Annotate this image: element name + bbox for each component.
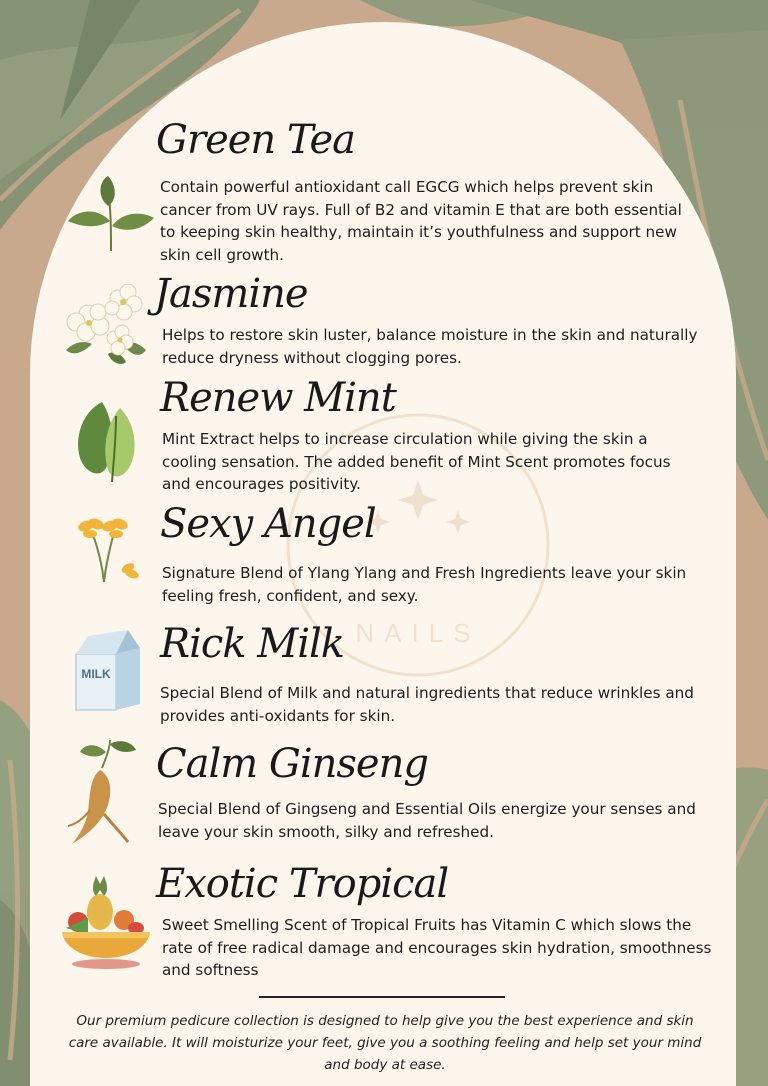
ingredient-description: Contain powerful antioxidant call EGCG which helps prevent skin cancer from UV rays. Full of B2 and vitamin E that are both essential to keeping skin healthy, maintain it’s youthfulness and support new skin cell growth. bbox=[160, 178, 682, 264]
ingredient-title: Exotic Tropical bbox=[156, 861, 449, 907]
ingredient-description: Special Blend of Milk and natural ingredients that reduce wrinkles and provides anti-oxidants for skin. bbox=[160, 684, 694, 725]
ingredient-description: Sweet Smelling Scent of Tropical Fruits has Vitamin C which slows the rate of free radical damage and encourages skin hydration, smoothness and softness bbox=[162, 916, 712, 979]
green-tea-leaf-icon bbox=[66, 176, 156, 254]
fruit-bowl-icon bbox=[58, 872, 154, 970]
milk-carton-icon bbox=[72, 630, 146, 712]
ingredient-description: Special Blend of Gingseng and Essential Oils energize your senses and leave your skin smooth, silky and refreshed. bbox=[158, 800, 696, 841]
ingredient-title: Rick Milk bbox=[160, 621, 345, 667]
ingredient-title: Sexy Angel bbox=[160, 501, 376, 547]
ginseng-root-icon bbox=[66, 738, 140, 848]
ingredient-title: Jasmine bbox=[154, 271, 308, 317]
ingredient-title: Renew Mint bbox=[160, 375, 396, 421]
mint-leaf-icon bbox=[72, 398, 138, 484]
ingredient-description: Signature Blend of Ylang Ylang and Fresh Ingredients leave your skin feeling fresh, confident, and sexy. bbox=[162, 564, 687, 605]
watermark-text: NAILS bbox=[355, 618, 481, 648]
ingredient-title: Green Tea bbox=[156, 117, 355, 163]
jasmine-flower-icon bbox=[62, 284, 150, 366]
divider-line bbox=[259, 996, 505, 998]
ingredient-description: Mint Extract helps to increase circulation while giving the skin a cooling sensation. The added benefit of Mint Scent promotes focus and encourages positivity. bbox=[162, 430, 671, 493]
ingredient-description: Helps to restore skin luster, balance moisture in the skin and naturally reduce dryness without clogging pores. bbox=[162, 326, 698, 367]
ingredient-title: Calm Ginseng bbox=[156, 741, 428, 787]
footer-text: Our premium pedicure collection is designed to help give you the best experience and skin care available. It will moisturize your feet, give you a soothing feeling and help set your mind and body at ease. bbox=[68, 1013, 702, 1073]
ylang-ylang-flower-icon bbox=[70, 514, 142, 584]
milk-carton-label: MILK bbox=[81, 667, 111, 681]
